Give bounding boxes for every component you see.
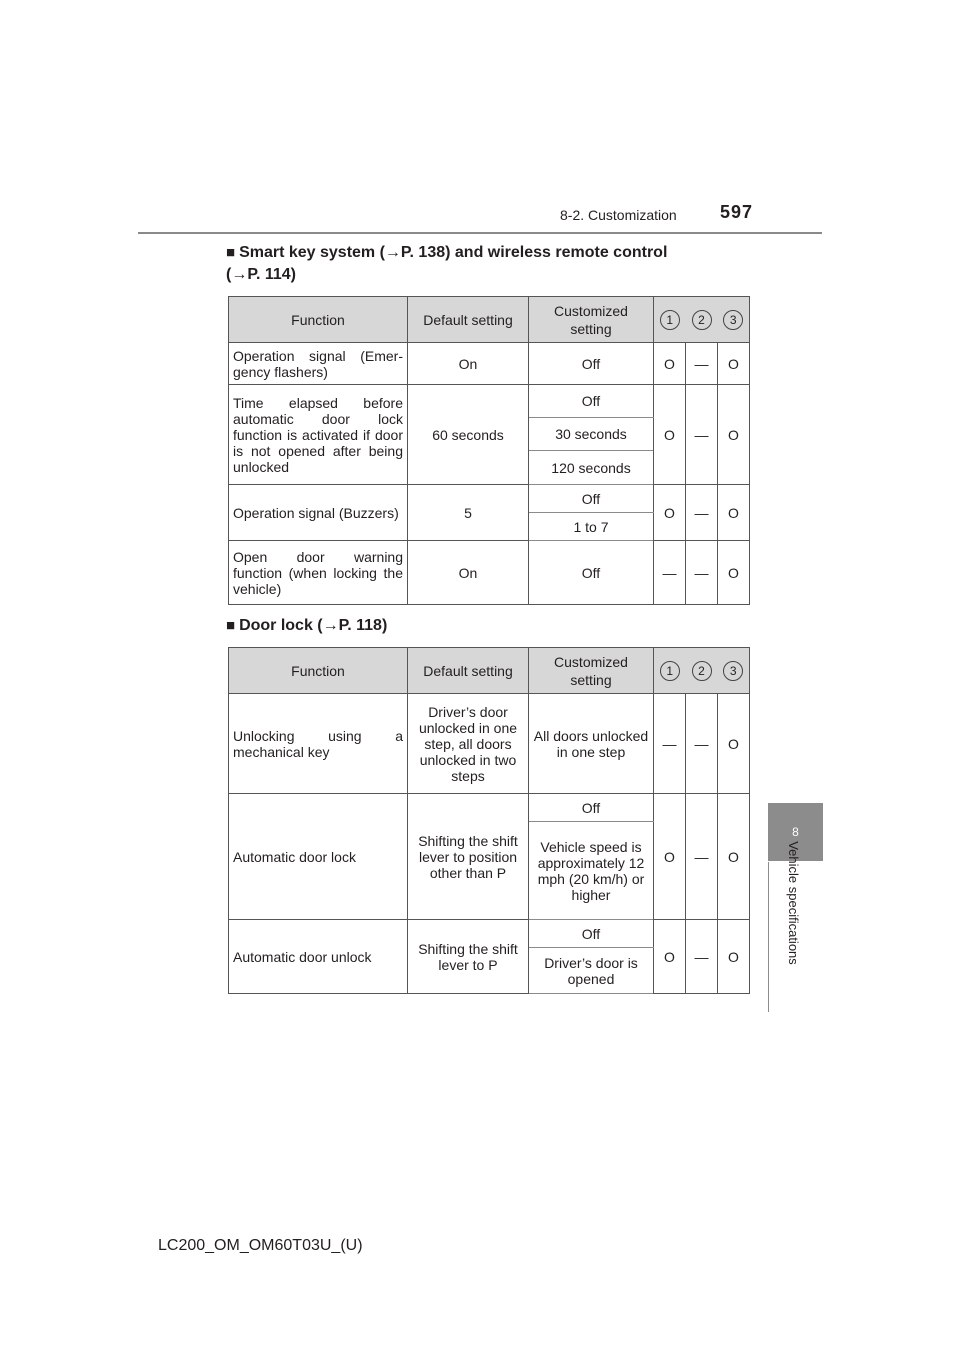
col2-cell: — — [686, 485, 718, 541]
col3-cell: O — [718, 485, 750, 541]
custom-cell: Off — [529, 343, 654, 385]
circled-number-1: 1 — [660, 310, 680, 330]
col-header-3 — [718, 297, 750, 343]
custom-cell: Vehicle speed is approximately 12 mph (20 km/h) or higher — [529, 822, 654, 920]
function-cell: Automatic door unlock — [229, 920, 408, 994]
function-cell: Operation signal (Emer-gency flashers) — [229, 343, 408, 385]
custom-cell: 30 seconds — [529, 418, 654, 451]
function-cell: Automatic door lock — [229, 794, 408, 920]
col3-cell: O — [718, 694, 750, 794]
door-lock-table — [228, 647, 750, 994]
col-header-customized: Customized setting — [529, 297, 654, 343]
function-cell: Time elapsed before automatic door lock function is activated if door is not opened after being unlocked — [229, 385, 408, 485]
col-header-1 — [654, 297, 686, 343]
circled-number-2: 2 — [692, 661, 712, 681]
custom-cell: All doors unlocked in one step — [529, 694, 654, 794]
col1-cell: O — [654, 485, 686, 541]
col2-cell: — — [686, 343, 718, 385]
function-cell: Unlocking using a mechanical key — [229, 694, 408, 794]
chapter-tab-label: Vehicle specifications — [786, 841, 801, 965]
custom-cell: Off — [529, 794, 654, 822]
table-row — [229, 794, 750, 822]
circled-number-2: 2 — [692, 310, 712, 330]
function-cell: Operation signal (Buzzers) — [229, 485, 408, 541]
section-title-smart-key-text: Smart key system (→P. 138) and wireless remote control (→P. 114) — [226, 244, 668, 283]
col2-cell: — — [686, 541, 718, 605]
header-rule — [138, 232, 822, 234]
circled-number-3: 3 — [723, 661, 743, 681]
col-header-default: Default setting — [408, 297, 529, 343]
col1-cell: O — [654, 794, 686, 920]
custom-cell: Off — [529, 541, 654, 605]
col2-cell: — — [686, 385, 718, 485]
section-title-door-lock — [226, 615, 387, 637]
table-row — [229, 385, 750, 418]
table-row — [229, 694, 750, 794]
default-cell: Shifting the shift lever to position other than P — [408, 794, 529, 920]
default-cell: On — [408, 541, 529, 605]
table-header-row — [229, 648, 750, 694]
col3-cell: O — [718, 343, 750, 385]
default-cell: 60 seconds — [408, 385, 529, 485]
col2-cell: — — [686, 794, 718, 920]
custom-cell: Off — [529, 385, 654, 418]
col-header-1 — [654, 648, 686, 694]
default-cell: Shifting the shift lever to P — [408, 920, 529, 994]
default-cell: Driver’s door unlocked in one step, all doors unlocked in two steps — [408, 694, 529, 794]
table-row — [229, 541, 750, 605]
col3-cell: O — [718, 920, 750, 994]
header-section-title: 8-2. Customization — [560, 207, 677, 223]
col2-cell: — — [686, 694, 718, 794]
col-header-default: Default setting — [408, 648, 529, 694]
col1-cell: — — [654, 694, 686, 794]
col-header-2 — [686, 648, 718, 694]
square-bullet-icon: ■ — [226, 617, 236, 634]
col-header-function: Function — [229, 648, 408, 694]
square-bullet-icon: ■ — [226, 244, 236, 261]
page-number: 597 — [720, 202, 754, 222]
custom-cell: Off — [529, 485, 654, 513]
chapter-tab-rule — [768, 862, 769, 1012]
col3-cell: O — [718, 794, 750, 920]
col3-cell: O — [718, 541, 750, 605]
default-cell: On — [408, 343, 529, 385]
function-cell: Open door warning function (when locking the vehicle) — [229, 541, 408, 605]
col2-cell: — — [686, 920, 718, 994]
col1-cell: O — [654, 343, 686, 385]
circled-number-3: 3 — [723, 310, 743, 330]
custom-cell: 120 seconds — [529, 451, 654, 485]
col-header-function: Function — [229, 297, 408, 343]
smart-key-table — [228, 296, 750, 605]
table-row — [229, 343, 750, 385]
section-title-door-lock-text: Door lock (→P. 118) — [239, 617, 388, 634]
chapter-tab[interactable]: 8 — [768, 803, 823, 861]
col1-cell: — — [654, 541, 686, 605]
col1-cell: O — [654, 920, 686, 994]
col3-cell: O — [718, 385, 750, 485]
circled-number-1: 1 — [660, 661, 680, 681]
custom-cell: Off — [529, 920, 654, 948]
table-row — [229, 920, 750, 948]
table-row — [229, 485, 750, 513]
section-title-smart-key — [226, 242, 706, 286]
footer-doc-code: LC200_OM_OM60T03U_(U) — [158, 1237, 363, 1254]
custom-cell: 1 to 7 — [529, 513, 654, 541]
custom-cell: Driver’s door is opened — [529, 948, 654, 994]
table-header-row — [229, 297, 750, 343]
col-header-3 — [718, 648, 750, 694]
col1-cell: O — [654, 385, 686, 485]
col-header-customized: Customized setting — [529, 648, 654, 694]
col-header-2 — [686, 297, 718, 343]
default-cell: 5 — [408, 485, 529, 541]
